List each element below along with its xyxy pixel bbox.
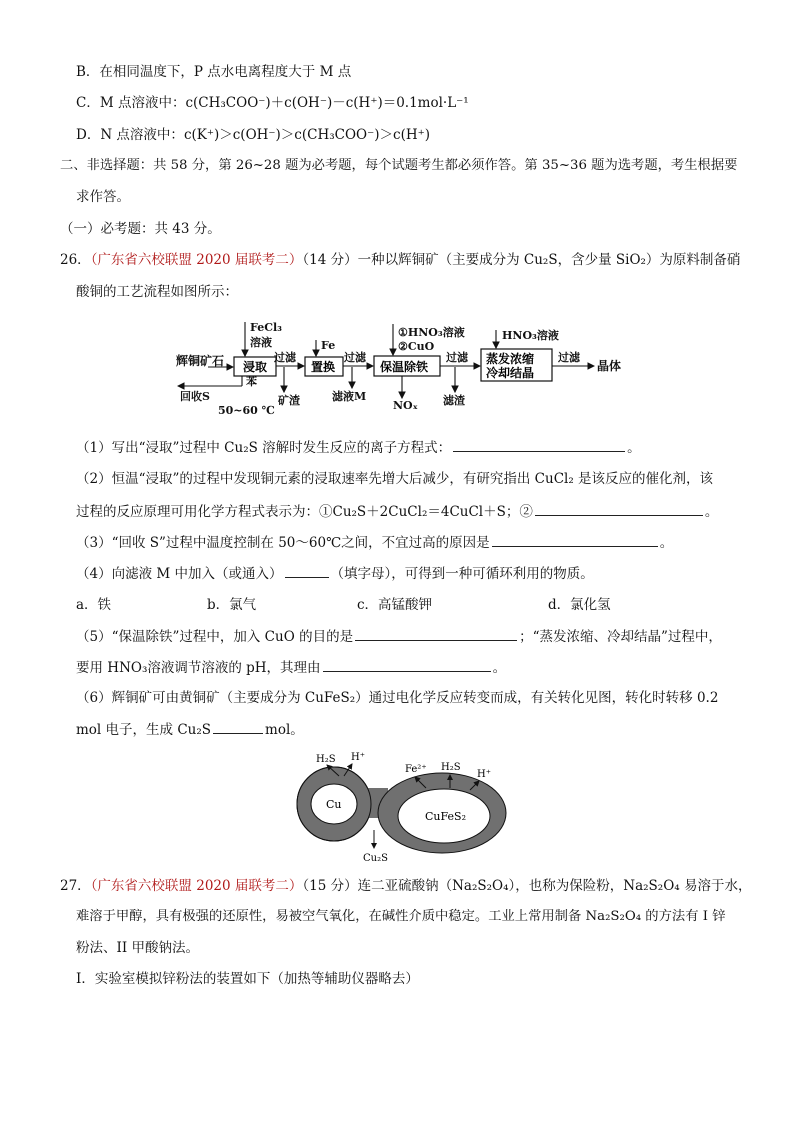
electrochemical-diagram — [294, 748, 514, 864]
flow-temp: 50~60 ℃ — [218, 404, 275, 417]
q26-part6-text: mol 电子，生成 Cu₂S — [76, 722, 212, 738]
option-d — [76, 125, 430, 145]
flow-residue2: 滤渣 — [443, 394, 465, 407]
diagram-h2s-right: H₂S — [441, 762, 461, 773]
q26-part1-end: 。 — [627, 440, 641, 456]
section-heading: 二、非选择题：共 58 分，第 26~28 题为必考题，每个试题考生都必须作答。第 35~36 题为选考题，考生根据要 — [60, 158, 738, 173]
diagram-cu2s: Cu₂S — [363, 853, 388, 864]
q26-part2-cont — [76, 501, 718, 522]
flow-filter4: 过滤 — [558, 351, 580, 364]
q26-part2-end: 。 — [704, 504, 719, 520]
q26-part6: （6）辉铜矿可由黄铜矿（主要成分为 CuFeS₂）通过电化学反应转变而成，有关转化见图，转化时转移 0.2 — [76, 690, 719, 706]
choice-b: b．氯气 — [207, 597, 257, 613]
flow-residue1: 矿渣 — [278, 394, 300, 407]
answer-blank-1[interactable] — [453, 437, 625, 452]
q26-part3-end: 。 — [659, 535, 674, 551]
q26-part5-cont — [76, 657, 506, 678]
answer-blank-6[interactable] — [323, 657, 491, 672]
diagram-h-left: H⁺ — [351, 752, 365, 763]
option-c — [76, 93, 469, 113]
q26-part5-end: 。 — [492, 660, 507, 676]
q27-intro-cont: 难溶于甲醇，具有极强的还原性，易被空气氧化，在碱性介质中稳定。工业上常用制备 Na₂S₂O₄ 的方法有 I 锌 — [76, 909, 726, 924]
option-b: B．在相同温度下，P 点水电离程度大于 M 点 — [76, 64, 352, 80]
flow-filtrate: 滤液M — [332, 390, 367, 403]
flow-filter1: 过滤 — [274, 351, 296, 364]
q26-part1-text: （1）写出“浸取”过程中 Cu₂S 溶解时发生反应的离子方程式： — [76, 440, 452, 456]
q27-number: 27． — [60, 878, 91, 894]
q26-source: （广东省六校联盟 2020 届联考二） — [90, 252, 303, 268]
flow-filter3: 过滤 — [446, 351, 468, 364]
flow-nox: NOₓ — [393, 399, 418, 412]
answer-blank-3[interactable] — [492, 532, 658, 547]
flow-box4b-label: 冷却结晶 — [486, 366, 535, 380]
diagram-h2s-left: H₂S — [316, 754, 336, 765]
q26-header — [60, 250, 740, 270]
q26-part4 — [76, 563, 594, 584]
flow-feed: 辉铜矿石 — [176, 354, 225, 368]
flow-recover: 回收S — [180, 390, 210, 403]
q26-part3-text: （3）“回收 S”过程中温度控制在 50～60℃之间，不宜过高的原因是 — [76, 535, 490, 551]
answer-blank-5[interactable] — [355, 626, 517, 641]
q26-part4-text: （4）向滤液 M 中加入（或通入） — [76, 566, 283, 582]
flow-box3-label: 保温除铁 — [380, 360, 429, 374]
diagram-cu-label: Cu — [326, 798, 342, 811]
flow-reagent3b: ②CuO — [398, 340, 435, 353]
section-heading-cont: 求作答。 — [76, 189, 130, 205]
flow-product: 晶体 — [597, 359, 622, 373]
subsection-heading: （一）必考题：共 43 分。 — [60, 221, 221, 237]
flow-fecl3: FeCl₃ — [250, 321, 282, 334]
process-flow-chart — [170, 318, 640, 418]
q27-source: （广东省六校联盟 2020 届联考二） — [90, 878, 303, 894]
diagram-cufes2-label: CuFeS₂ — [425, 810, 466, 823]
option-d-label: D．N 点溶液中： — [76, 127, 184, 143]
q26-part5 — [76, 626, 722, 647]
q27-intro-cont2: 粉法、II 甲酸钠法。 — [76, 940, 199, 956]
q27-header — [60, 876, 751, 896]
q26-part5-text3: 要用 HNO₃溶液调节溶液的 pH，其理由 — [76, 660, 321, 676]
diagram-h-right: H⁺ — [477, 769, 491, 780]
option-c-label: C．M 点溶液中： — [76, 95, 186, 111]
q26-part2-equation: 过程的反应原理可用化学方程式表示为：①Cu₂S＋2CuCl₂＝4CuCl＋S；② — [76, 504, 533, 520]
choice-d: d．氯化氢 — [548, 597, 611, 613]
choice-a: a．铁 — [76, 597, 112, 613]
flow-fe: Fe — [321, 339, 336, 352]
q26-part5-text: （5）“保温除铁”过程中，加入 CuO 的目的是 — [76, 629, 354, 645]
q26-part5-text2: ；“蒸发浓缩、冷却结晶”过程中， — [519, 629, 722, 645]
choice-c: c．高锰酸钾 — [357, 597, 433, 613]
q27-part-i: Ⅰ．实验室模拟锌粉法的装置如下（加热等辅助仪器略去） — [76, 971, 419, 987]
q26-intro: （14 分）一种以辉铜矿（主要成分为 Cu₂S，含少量 SiO₂）为原料制备硝 — [302, 252, 741, 268]
diagram-fe2: Fe²⁺ — [405, 764, 427, 775]
q26-intro-cont: 酸铜的工艺流程如图所示： — [76, 284, 238, 300]
q26-part3 — [76, 532, 673, 553]
flow-box2-label: 置换 — [311, 360, 336, 374]
q26-part2: （2）恒温“浸取”的过程中发现铜元素的浸取速率先增大后减少，有研究指出 CuCl₂ 是该反应的催化剂，该 — [76, 471, 714, 487]
flow-benzene: 苯 — [246, 375, 257, 388]
q27-intro: （15 分）连二亚硫酸钠（Na₂S₂O₄），也称为保险粉，Na₂S₂O₄ 易溶于水， — [302, 878, 752, 894]
option-c-equation: c(CH₃COO⁻)＋c(OH⁻)－c(H⁺)＝0.1mol·L⁻¹ — [185, 95, 469, 111]
q26-part6-cont — [76, 719, 304, 740]
q26-number: 26． — [60, 252, 91, 268]
flow-reagent4: HNO₃溶液 — [502, 329, 559, 342]
option-d-equation: c(K⁺)＞c(OH⁻)＞c(CH₃COO⁻)＞c(H⁺) — [183, 127, 430, 143]
q26-part4-text2: （填字母），可得到一种可循环利用的物质。 — [330, 566, 594, 582]
flow-filter2: 过滤 — [344, 351, 366, 364]
q26-part6-end: mol。 — [265, 722, 304, 738]
flow-solution1: 溶液 — [250, 336, 272, 349]
q26-part1 — [76, 437, 641, 458]
flow-box4a-label: 蒸发浓缩 — [486, 352, 535, 366]
flow-reagent3a: ①HNO₃溶液 — [398, 326, 465, 339]
answer-blank-7[interactable] — [213, 719, 263, 734]
answer-blank-2[interactable] — [535, 501, 703, 516]
answer-blank-4[interactable] — [285, 563, 329, 578]
flow-box1-label: 浸取 — [243, 360, 268, 374]
